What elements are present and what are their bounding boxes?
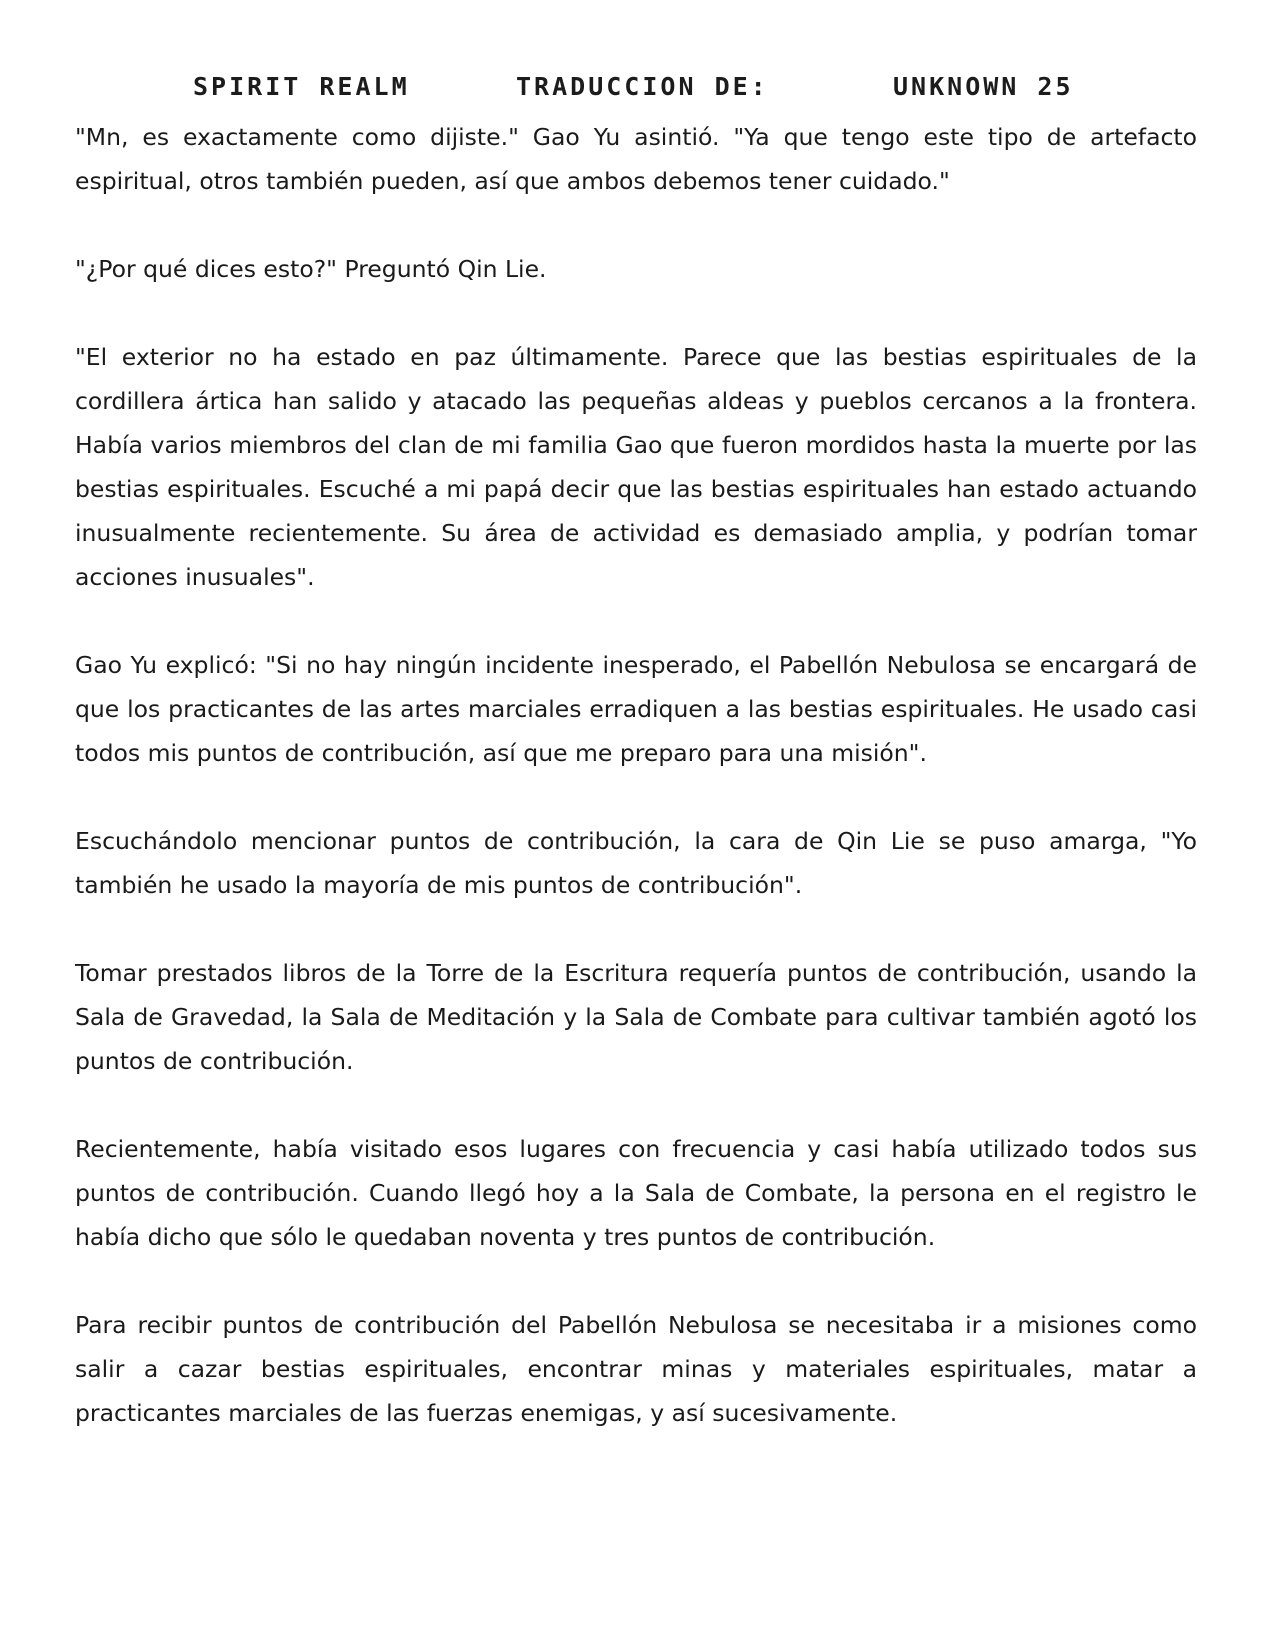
- paragraph: Tomar prestados libros de la Torre de la Escritura requería puntos de contribución, usando la Sala de Gravedad, la Sala de Meditación y la Sala de Combate para cultivar también agotó los puntos de contribución.: [75, 959, 1197, 1075]
- paragraph: Gao Yu explicó: "Si no hay ningún incidente inesperado, el Pabellón Nebulosa se encargará de que los practicantes de las artes marciales erradiquen a las bestias espirituales. He usado casi todos mis puntos de contribución, así que me preparo para una misión".: [75, 651, 1197, 767]
- header-translator: UNKNOWN 25: [893, 72, 1074, 101]
- header-title: SPIRIT REALM: [193, 72, 410, 101]
- paragraph: Escuchándolo mencionar puntos de contribución, la cara de Qin Lie se puso amarga, "Yo también he usado la mayoría de mis puntos de contribución".: [75, 827, 1197, 899]
- page-header: [0, 72, 1275, 108]
- header-translation-label: TRADUCCION DE:: [516, 72, 769, 101]
- paragraph: Para recibir puntos de contribución del Pabellón Nebulosa se necesitaba ir a misiones como salir a cazar bestias espirituales, encontrar minas y materiales espirituales, matar a practicantes marciales de las fuerzas enemigas, y así sucesivamente.: [75, 1311, 1197, 1427]
- paragraph: "El exterior no ha estado en paz últimamente. Parece que las bestias espirituales de la cordillera ártica han salido y atacado las pequeñas aldeas y pueblos cercanos a la frontera. Había varios miembros del clan de mi familia Gao que fueron mordidos hasta la muerte por las bestias espirituales. Escuché a mi papá decir que las bestias espirituales han estado actuando inusualmente recientemente. Su área de actividad es demasiado amplia, y podrían tomar acciones inusuales".: [75, 343, 1197, 591]
- paragraph: Recientemente, había visitado esos lugares con frecuencia y casi había utilizado todos sus puntos de contribución. Cuando llegó hoy a la Sala de Combate, la persona en el registro le había dicho que sólo le quedaban noventa y tres puntos de contribución.: [75, 1135, 1197, 1251]
- paragraph: "Mn, es exactamente como dijiste." Gao Yu asintió. "Ya que tengo este tipo de artefacto espiritual, otros también pueden, así que ambos debemos tener cuidado.": [75, 123, 1197, 195]
- document-body: [75, 115, 1197, 1479]
- paragraph: "¿Por qué dices esto?" Preguntó Qin Lie.: [75, 255, 547, 283]
